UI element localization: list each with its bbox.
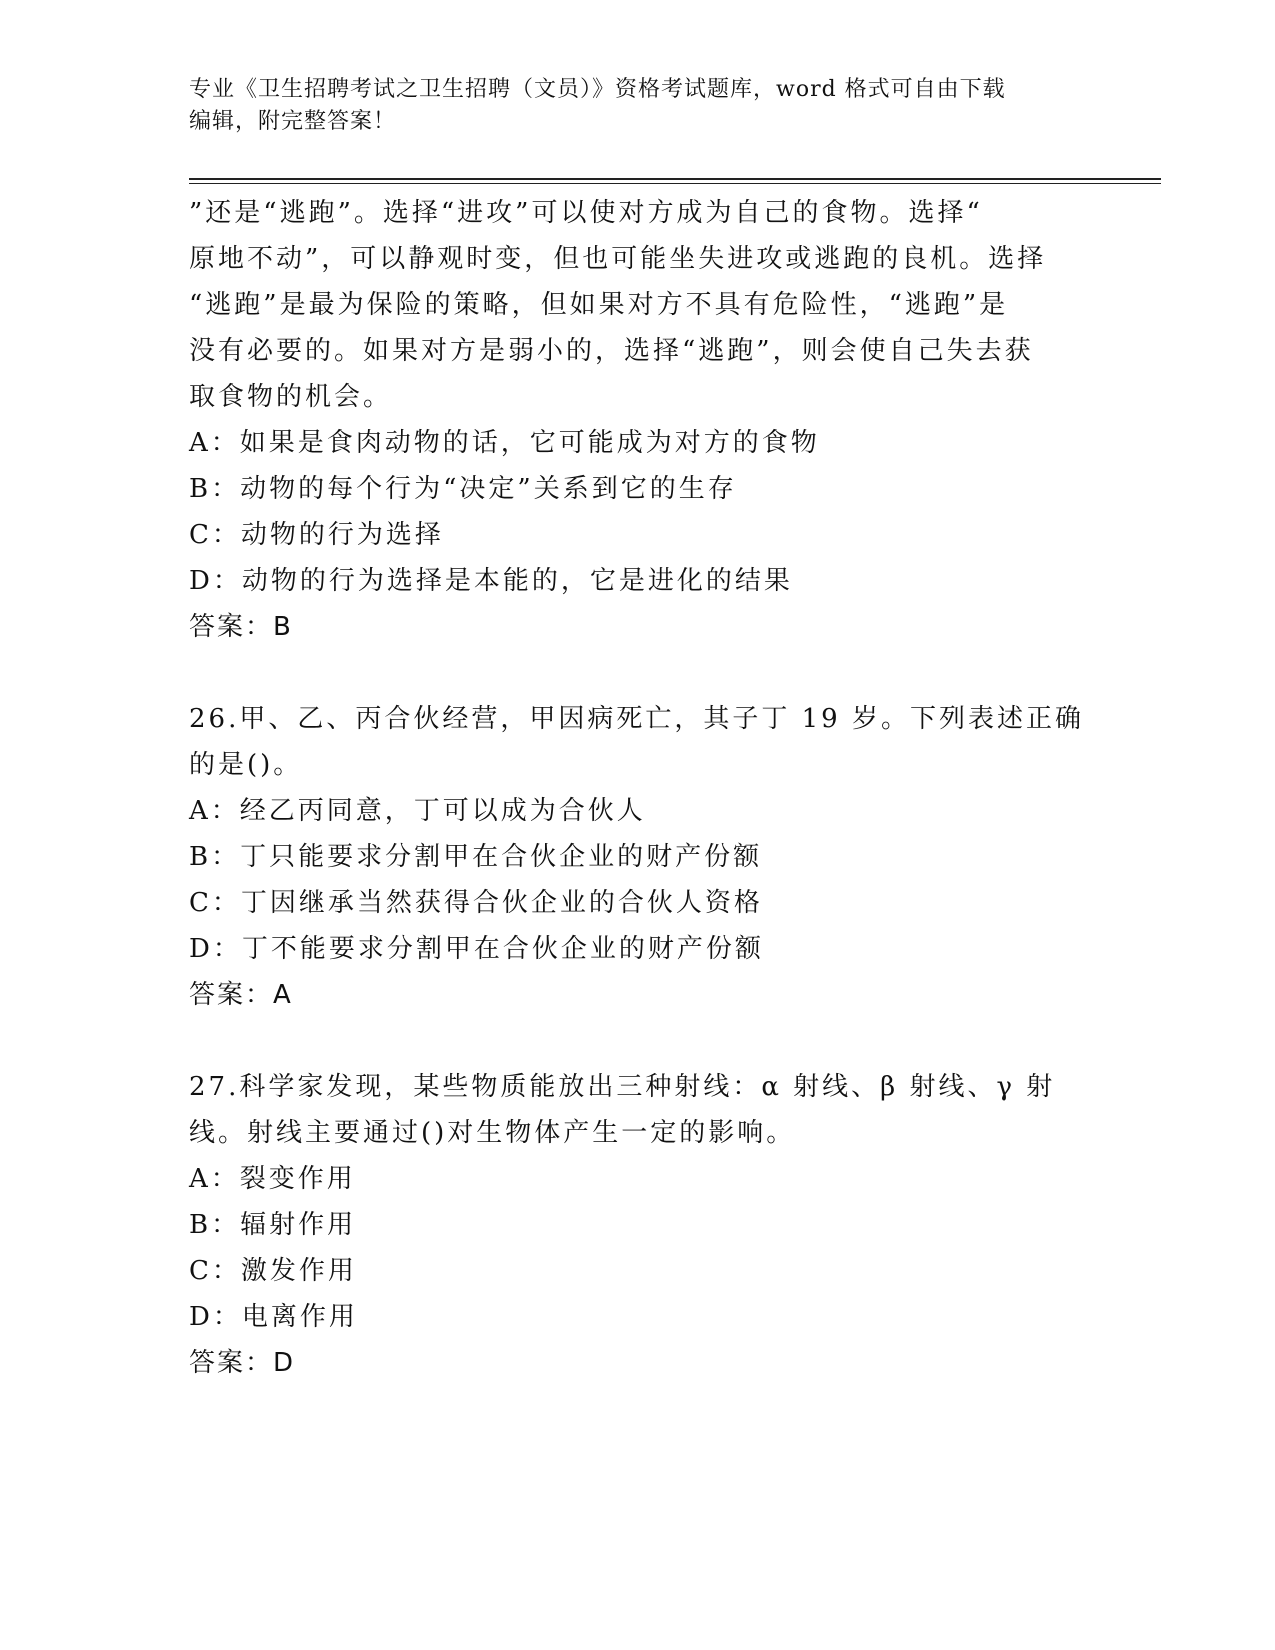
answer-line: 答案：D xyxy=(189,1348,296,1378)
question-25-continued xyxy=(189,190,1089,650)
option-a: A：裂变作用 xyxy=(189,1164,356,1194)
option-d: D：丁不能要求分割甲在合伙企业的财产份额 xyxy=(189,934,764,964)
question-text-line: 没有必要的。如果对方是弱小的，选择“逃跑”，则会使自己失去获 xyxy=(189,336,1034,366)
header-title-line-1: 专业《卫生招聘考试之卫生招聘（文员）》资格考试题库，word 格式可自由下载 xyxy=(189,77,1006,102)
question-27 xyxy=(189,1064,1089,1386)
answer-line: 答案：B xyxy=(189,612,293,642)
option-b: B：辐射作用 xyxy=(189,1210,357,1240)
option-a: A：经乙丙同意，丁可以成为合伙人 xyxy=(189,796,646,826)
question-text-line: 26.甲、乙、丙合伙经营，甲因病死亡，其子丁 19 岁。下列表述正确 xyxy=(189,704,1084,734)
question-text-line: 27.科学家发现，某些物质能放出三种射线：α 射线、β 射线、γ 射 xyxy=(189,1072,1056,1102)
option-d: D：动物的行为选择是本能的，它是进化的结果 xyxy=(189,566,793,596)
question-text-line: ”还是“逃跑”。选择“进攻”可以使对方成为自己的食物。选择“ xyxy=(189,198,983,228)
option-a: A：如果是食肉动物的话，它可能成为对方的食物 xyxy=(189,428,820,458)
question-spacer xyxy=(189,650,1089,696)
option-c: C：动物的行为选择 xyxy=(189,520,444,550)
question-text-line: 的是()。 xyxy=(189,750,303,780)
question-26 xyxy=(189,696,1089,1018)
question-text-line: 原地不动”，可以静观时变，但也可能坐失进攻或逃跑的良机。选择 xyxy=(189,244,1047,274)
header-rule-thick xyxy=(189,178,1161,180)
document-body xyxy=(189,190,1089,1386)
question-text-line: “逃跑”是最为保险的策略，但如果对方不具有危险性，“逃跑”是 xyxy=(189,290,1009,320)
answer-line: 答案：A xyxy=(189,980,293,1010)
option-d: D：电离作用 xyxy=(189,1302,358,1332)
header-title-line-2: 编辑，附完整答案！ xyxy=(189,109,397,134)
header-rule-thin xyxy=(189,183,1161,184)
question-text-line: 线。射线主要通过()对生物体产生一定的影响。 xyxy=(189,1118,796,1148)
option-c: C：丁因继承当然获得合伙企业的合伙人资格 xyxy=(189,888,763,918)
option-b: B：丁只能要求分割甲在合伙企业的财产份额 xyxy=(189,842,763,872)
question-spacer xyxy=(189,1018,1089,1064)
option-b: B：动物的每个行为“决定”关系到它的生存 xyxy=(189,474,737,504)
option-c: C：激发作用 xyxy=(189,1256,357,1286)
question-text-line: 取食物的机会。 xyxy=(189,382,393,412)
page-header xyxy=(189,74,1089,138)
